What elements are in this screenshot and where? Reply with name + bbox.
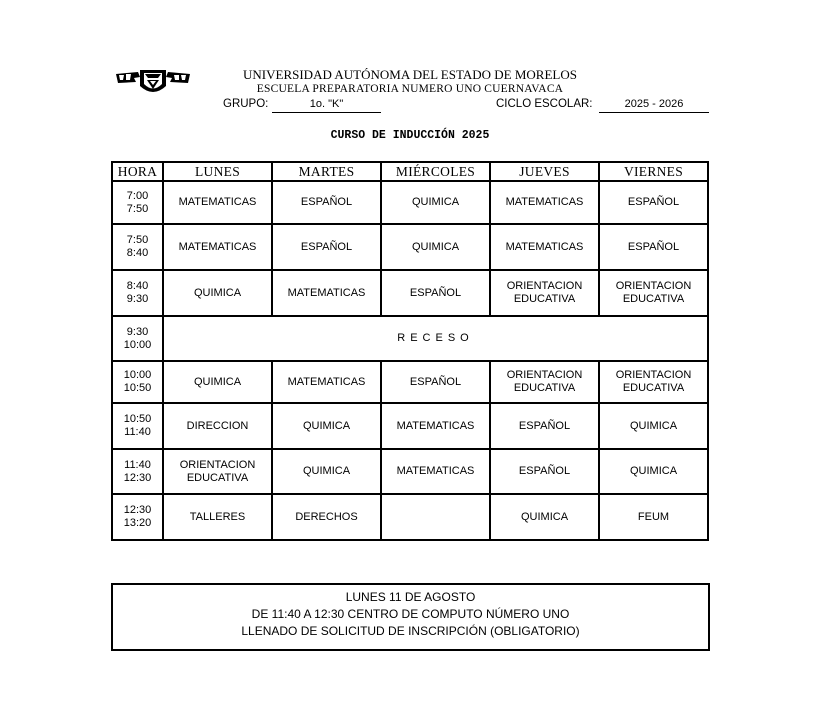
class-cell: ESPAÑOL: [272, 181, 381, 224]
group-value: 1o. "K": [272, 97, 381, 113]
class-cell: ESPAÑOL: [381, 361, 490, 403]
time-start: 10:50: [123, 413, 152, 425]
class-cell: MATEMATICAS: [381, 449, 490, 494]
break-row: [112, 316, 708, 361]
time-end: 10:00: [123, 338, 152, 351]
time-end: 8:40: [126, 247, 149, 259]
notice-box: [111, 583, 710, 651]
time-start: 12:30: [123, 504, 152, 516]
group-label: GRUPO:: [223, 98, 269, 110]
class-cell: ORIENTACION EDUCATIVA: [599, 270, 708, 316]
class-cell: QUIMICA: [163, 361, 272, 403]
time-cell: [112, 316, 163, 361]
class-cell: ESPAÑOL: [490, 403, 599, 449]
class-cell: QUIMICA: [272, 449, 381, 494]
notice-line-2: DE 11:40 A 12:30 CENTRO DE COMPUTO NÚMERO UNO: [251, 607, 570, 621]
time-start: 7:50: [126, 234, 149, 246]
time-end: 12:30: [123, 471, 152, 484]
class-cell: MATEMATICAS: [381, 403, 490, 449]
class-cell: QUIMICA: [381, 224, 490, 270]
class-cell: ORIENTACION EDUCATIVA: [163, 449, 272, 494]
time-start: 8:40: [126, 280, 149, 292]
class-cell: DIRECCION: [163, 403, 272, 449]
time-cell: [112, 494, 163, 540]
class-cell: ESPAÑOL: [490, 449, 599, 494]
class-cell: ESPAÑOL: [381, 270, 490, 316]
class-cell: ORIENTACION EDUCATIVA: [490, 270, 599, 316]
class-cell: QUIMICA: [490, 494, 599, 540]
time-start: 10:00: [123, 369, 152, 381]
class-cell: FEUM: [599, 494, 708, 540]
time-cell: [112, 270, 163, 316]
class-cell: ORIENTACION EDUCATIVA: [599, 361, 708, 403]
time-cell: [112, 181, 163, 224]
class-cell: QUIMICA: [272, 403, 381, 449]
time-cell: [112, 361, 163, 403]
table-row: [112, 270, 708, 316]
school-name: ESCUELA PREPARATORIA NUMERO UNO CUERNAVACA: [256, 83, 564, 95]
time-cell: [112, 224, 163, 270]
class-cell: DERECHOS: [272, 494, 381, 540]
class-cell: TALLERES: [163, 494, 272, 540]
class-cell: QUIMICA: [381, 181, 490, 224]
header-lunes: LUNES: [163, 162, 272, 181]
notice-line-3: LLENADO DE SOLICITUD DE INSCRIPCIÓN (OBLIGATORIO): [241, 624, 580, 638]
time-end: 10:50: [123, 382, 152, 394]
table-row: [112, 403, 708, 449]
course-title: CURSO DE INDUCCIÓN 2025: [330, 129, 490, 142]
header-hora: HORA: [112, 162, 163, 181]
class-cell: ORIENTACION EDUCATIVA: [490, 361, 599, 403]
time-cell: [112, 403, 163, 449]
table-row: [112, 181, 708, 224]
class-cell: MATEMATICAS: [272, 361, 381, 403]
break-cell: RECESO: [163, 316, 708, 361]
class-cell: [381, 494, 490, 540]
time-start: 11:40: [124, 458, 151, 471]
time-end: 13:20: [123, 517, 152, 529]
table-row: [112, 494, 708, 540]
time-start: 9:30: [126, 325, 149, 338]
time-end: 9:30: [126, 293, 149, 305]
header-viernes: VIERNES: [599, 162, 708, 181]
time-end: 11:40: [124, 426, 151, 438]
class-cell: MATEMATICAS: [272, 270, 381, 316]
header-jueves: JUEVES: [490, 162, 599, 181]
class-cell: ESPAÑOL: [599, 224, 708, 270]
table-row: [112, 224, 708, 270]
class-cell: MATEMATICAS: [163, 181, 272, 224]
table-row: [112, 449, 708, 494]
schedule-table: [111, 161, 709, 541]
cycle-label: CICLO ESCOLAR:: [496, 98, 593, 110]
university-name: UNIVERSIDAD AUTÓNOMA DEL ESTADO DE MORELOS: [243, 67, 577, 82]
class-cell: MATEMATICAS: [490, 181, 599, 224]
class-cell: MATEMATICAS: [490, 224, 599, 270]
university-logo: [114, 68, 192, 98]
table-row: [112, 361, 708, 403]
class-cell: QUIMICA: [599, 449, 708, 494]
header-miercoles: MIÉRCOLES: [381, 162, 490, 181]
class-cell: MATEMATICAS: [163, 224, 272, 270]
schedule-header-row: [112, 162, 708, 181]
time-cell: [112, 449, 163, 494]
cycle-value: 2025 - 2026: [599, 97, 709, 113]
header-martes: MARTES: [272, 162, 381, 181]
time-start: 7:00: [126, 189, 149, 202]
class-cell: ESPAÑOL: [272, 224, 381, 270]
class-cell: QUIMICA: [163, 270, 272, 316]
time-end: 7:50: [126, 202, 149, 215]
notice-line-1: LUNES 11 DE AGOSTO: [345, 590, 476, 604]
class-cell: QUIMICA: [599, 403, 708, 449]
class-cell: ESPAÑOL: [599, 181, 708, 224]
